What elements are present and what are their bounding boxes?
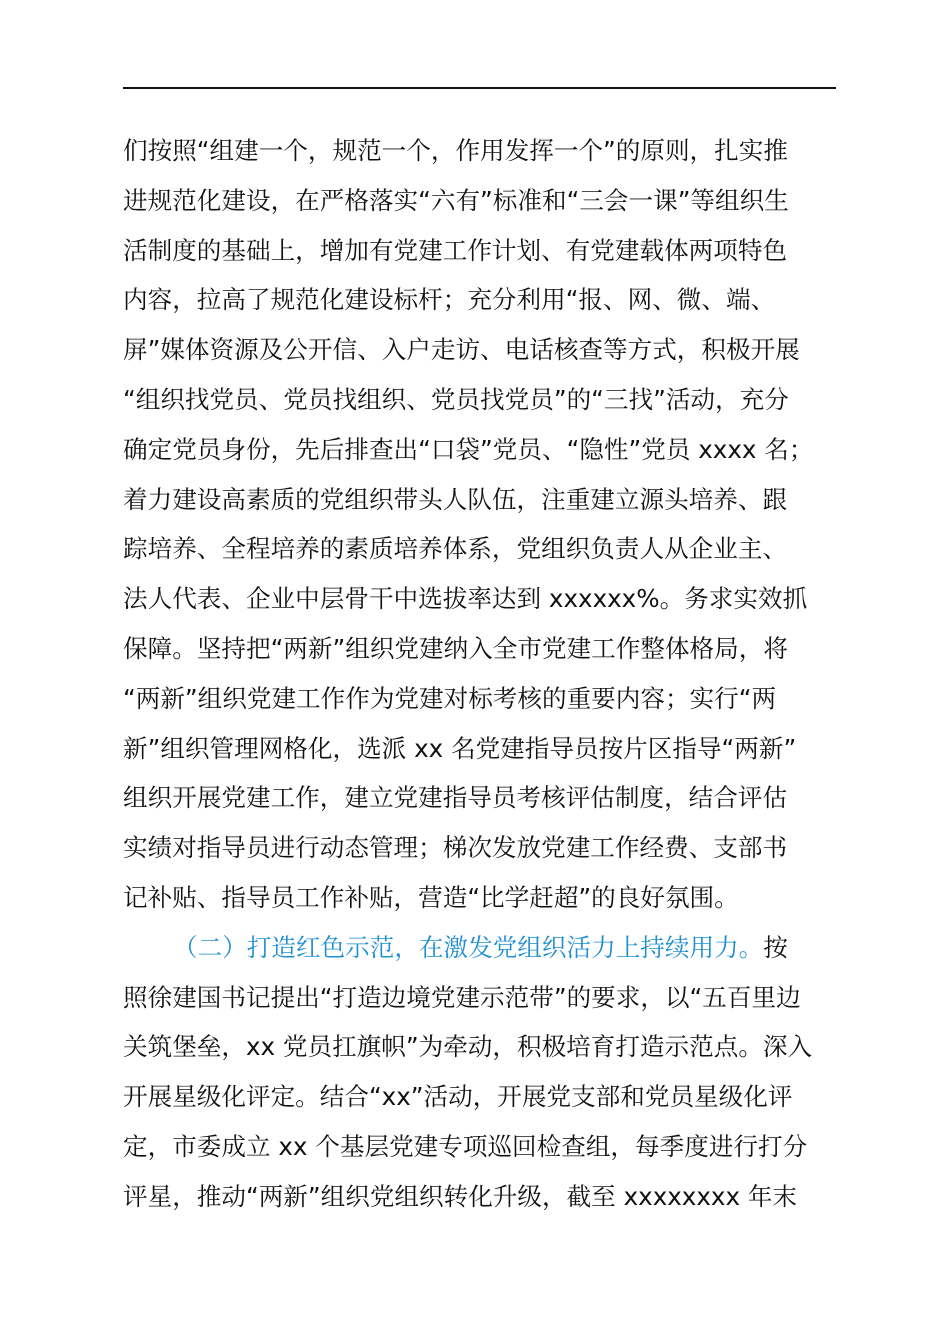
text-line: 定，市委成立 xx 个基层党建专项巡回检查组，每季度进行打分	[123, 1131, 808, 1161]
text-line: 照徐建国书记提出“打造边境党建示范带”的要求，以“五百里边	[123, 982, 801, 1012]
section-heading: （二）打造红色示范，在激发党组织活力上持续用力。	[173, 932, 764, 962]
text-line: “两新”组织党建工作作为党建对标考核的重要内容；实行“两	[123, 683, 777, 713]
text-line: 评星，推动“两新”组织党组织转化升级，截至 xxxxxxxx 年末	[123, 1181, 798, 1211]
text-line: 活制度的基础上，增加有党建工作计划、有党建载体两项特色	[123, 235, 788, 265]
text-line: 实绩对指导员进行动态管理；梯次发放党建工作经费、支部书	[123, 833, 788, 863]
text-line: 踪培养、全程培养的素质培养体系，党组织负责人从企业主、	[123, 534, 788, 564]
text-line: 进规范化建设，在严格落实“六有”标准和“三会一课”等组织生	[123, 185, 789, 215]
text-line: 们按照“组建一个，规范一个，作用发挥一个”的原则，扎实推	[123, 136, 788, 165]
header-rule	[123, 87, 836, 89]
text-line: 新”组织管理网格化，选派 xx 名党建指导员按片区指导“两新”	[123, 733, 797, 763]
text-line: “组织找党员、党员找组织、党员找党员”的“三找”活动，充分	[123, 384, 789, 414]
text-line: 确定党员身份，先后排查出“口袋”党员、“隐性”党员 xxxx 名；	[123, 434, 814, 464]
text-line: 组织开展党建工作，建立党建指导员考核评估制度，结合评估	[123, 783, 788, 813]
text-line: 屏”媒体资源及公开信、入户走访、电话核查等方式，积极开展	[123, 335, 800, 365]
text-line: 保障。坚持把“两新”组织党建纳入全市党建工作整体格局，将	[123, 633, 788, 663]
text-line: 法人代表、企业中层骨干中选拔率达到 xxxxxx%。务求实效抓	[123, 584, 808, 614]
text-line: 记补贴、指导员工作补贴，营造“比学赶超”的良好氛围。	[123, 882, 739, 912]
text-line: 着力建设高素质的党组织带头人队伍，注重建立源头培养、跟	[123, 484, 788, 514]
section-heading-tail: 按	[763, 932, 788, 962]
section-heading-line	[123, 923, 843, 973]
text-line: 关筑堡垒，xx 党员扛旗帜”为牵动，积极培育打造示范点。深入	[123, 1032, 813, 1062]
document-body	[123, 126, 843, 1222]
text-line: 内容，拉高了规范化建设标杆；充分利用“报、网、微、端、	[123, 285, 776, 315]
text-line: 开展星级化评定。结合“xx”活动，开展党支部和党员星级化评	[123, 1082, 793, 1112]
